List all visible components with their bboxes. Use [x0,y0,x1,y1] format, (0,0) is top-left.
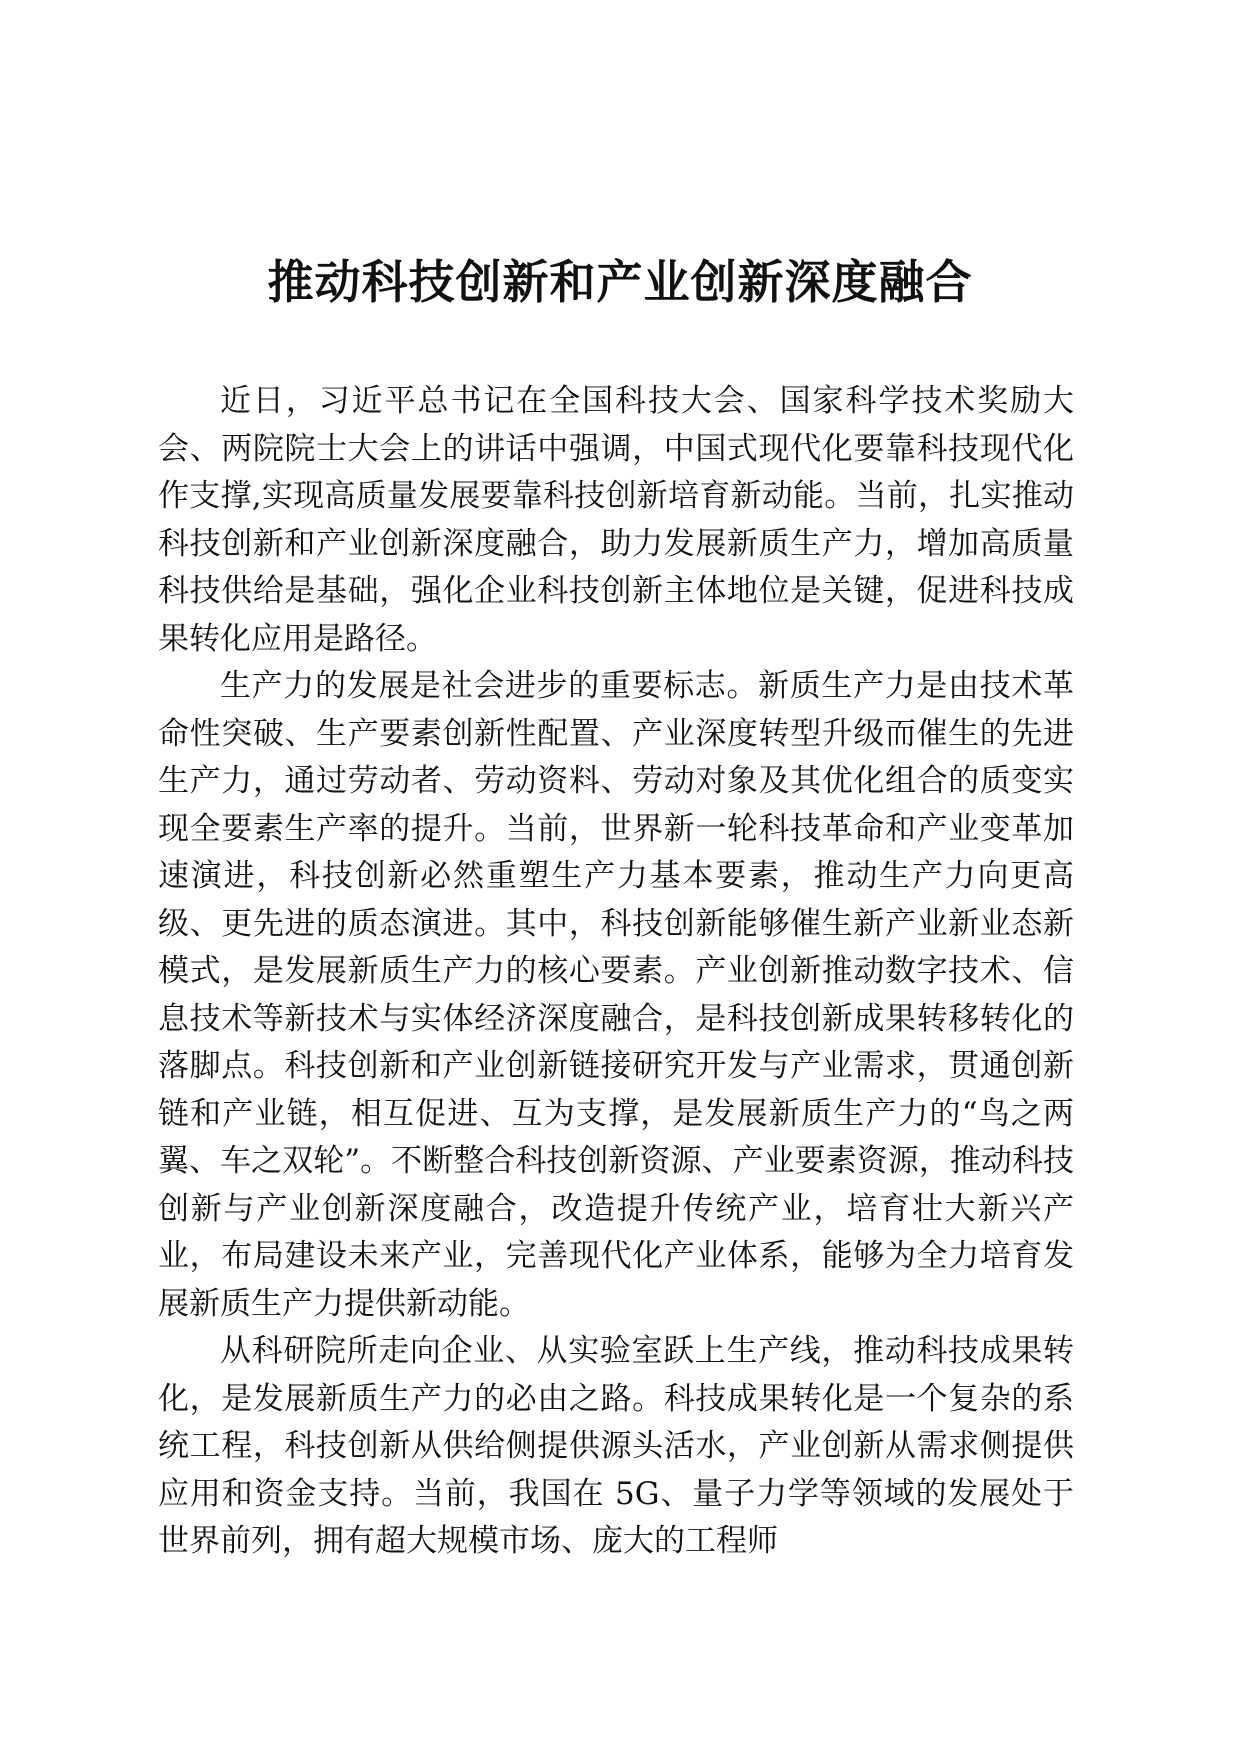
document-title: 推动科技创新和产业创新深度融合 [267,255,973,309]
paragraph-3: 从科研院所走向企业、从实验室跃上生产线，推动科技成果转化，是发展新质生产力的必由之路。科技成果转化是一个复杂的系统工程，科技创新从供给侧提供源头活水，产业创新从需求侧提供应用和资金支持。当前，我国在 5G、量子力学等领域的发展处于世界前列，拥有超大规模市场、庞大的工程师 [158,1333,1074,1559]
paragraph-2: 生产力的发展是社会进步的重要标志。新质生产力是由技术革命性突破、生产要素创新性配置、产业深度转型升级而催生的先进生产力，通过劳动者、劳动资料、劳动对象及其优化组合的质变实现全要素生产率的提升。当前，世界新一轮科技革命和产业变革加速演进，科技创新必然重塑生产力基本要素，推动生产力向更高级、更先进的质态演进。其中，科技创新能够催生新产业新业态新模式，是发展新质生产力的核心要素。产业创新推动数字技术、信息技术等新技术与实体经济深度融合，是科技创新成果转移转化的落脚点。科技创新和产业创新链接研究开发与产业需求，贯通创新链和产业链，相互促进、互为支撑，是发展新质生产力的“鸟之两翼、车之双轮”。不断整合科技创新资源、产业要素资源，推动科技创新与产业创新深度融合，改造提升传统产业，培育壮大新兴产业，布局建设未来产业，完善现代化产业体系，能够为全力培育发展新质生产力提供新动能。 [158,668,1074,1322]
document-body [158,378,1074,1566]
paragraph-1: 近日，习近平总书记在全国科技大会、国家科学技术奖励大会、两院院士大会上的讲话中强调，中国式现代化要靠科技现代化作支撑,实现高质量发展要靠科技创新培育新动能。当前，扎实推动科技创新和产业创新深度融合，助力发展新质生产力，增加高质量科技供给是基础，强化企业科技创新主体地位是关键，促进科技成果转化应用是路径。 [158,383,1074,657]
